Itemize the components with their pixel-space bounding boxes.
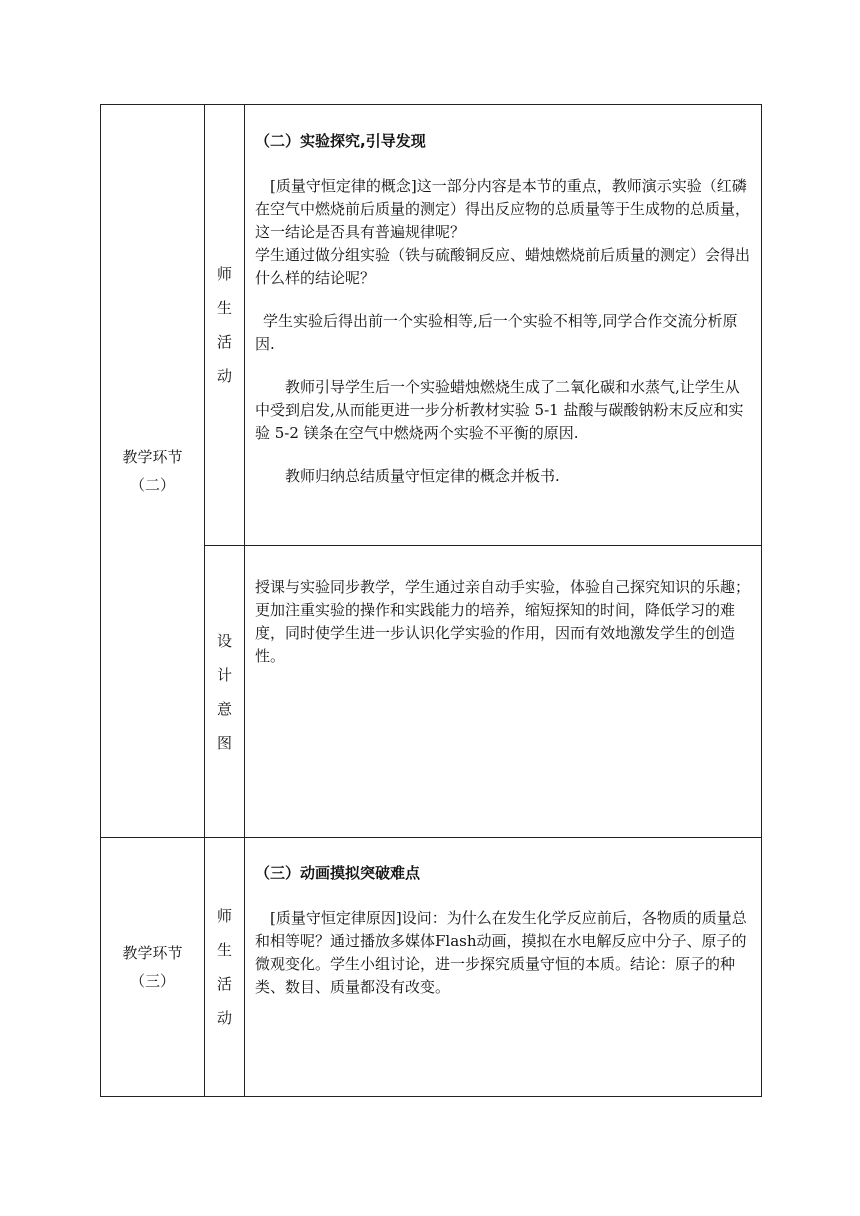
activity-label-cell (205, 105, 245, 546)
activity-content-cell (245, 105, 762, 546)
section-two-label: 教学环节 (122, 448, 183, 466)
paragraph: 学生实验后得出前一个实验相等,后一个实验不相等,同学合作交流分析原因. (255, 312, 738, 353)
section-heading: （三）动画摸拟突破难点 (255, 864, 421, 882)
vertical-label-char: 活 (216, 975, 232, 993)
vertical-label-char: 生 (216, 941, 232, 959)
paragraph: 授课与实验同步教学，学生通过亲自动手实验，体验自己探究知识的乐趣；更加注重实验的操作和实践能力的培养，缩短探知的时间，降低学习的难度，同时使学生进一步认识化学实验的作用，因而有效地激发学生的创造性。 (255, 578, 751, 665)
section-two-number: （二） (129, 476, 175, 494)
section-heading: （二）实验探究,引导发现 (255, 132, 426, 150)
vertical-label-char: 设 (216, 631, 232, 650)
activity-label-cell (205, 838, 245, 1097)
section-three-activity-row (101, 838, 762, 1097)
vertical-label-char: 活 (216, 333, 232, 351)
section-three-label: 教学环节 (122, 944, 183, 962)
design-content-cell (245, 546, 762, 838)
paragraph: 教师归纳总结质量守恒定律的概念并板书. (285, 467, 560, 485)
vertical-label-char: 计 (216, 665, 232, 684)
paragraph: 学生通过做分组实验（铁与硫酸铜反应、蜡烛燃烧前后质量的测定）会得出什么样的结论呢？ (255, 246, 751, 287)
section-two-activity-row (101, 105, 762, 546)
section-three-label-cell (101, 838, 205, 1097)
vertical-label-char: 动 (216, 1009, 232, 1027)
paragraph: 教师引导学生后一个实验蜡烛燃烧生成了二氧化碳和水蒸气,让学生从中受到启发,从而能更进一步分析教材实验 5-1 盐酸与碳酸钠粉末反应和实验 5-2 镁条在空气中燃烧两个实验不平衡的原因. (255, 378, 744, 442)
section-two-label-cell (101, 105, 205, 838)
vertical-label-char: 生 (216, 299, 232, 317)
activity-content-cell (245, 838, 762, 1097)
paragraph: [质量守恒定律原因]设问：为什么在发生化学反应前后，各物质的质量总和相等呢？通过播放多媒体Flash动画，摸拟在水电解反应中分子、原子的微观变化。学生小组讨论，进一步探究质量守恒的本质。结论：原子的种类、数目、质量都没有改变。 (255, 909, 747, 996)
vertical-label-char: 意 (216, 699, 232, 718)
vertical-label-char: 动 (216, 367, 232, 385)
vertical-label-char: 师 (216, 265, 232, 283)
paragraph: [质量守恒定律的概念]这一部分内容是本节的重点，教师演示实验（红磷在空气中燃烧前后质量的测定）得出反应物的总质量等于生成物的总质量，这一结论是否具有普遍规律呢？ (255, 177, 751, 241)
vertical-label-char: 师 (216, 907, 232, 925)
vertical-label-char: 图 (216, 733, 232, 752)
lesson-plan-table (100, 104, 762, 1097)
section-three-number: （三） (129, 972, 175, 990)
design-label-cell (205, 546, 245, 838)
